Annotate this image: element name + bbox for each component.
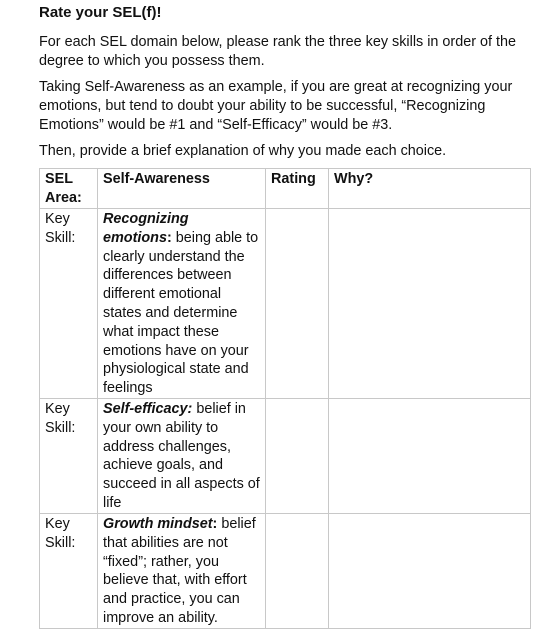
- rating-cell[interactable]: [266, 209, 329, 399]
- header-why: Why?: [329, 169, 531, 209]
- skill-label: Key Skill:: [40, 209, 98, 399]
- header-rating: Rating: [266, 169, 329, 209]
- skill-description: being able to clearly understand the differences between different emotional states and determine what impact these emotions have on your physiological state and feelings: [103, 229, 259, 397]
- skill-description-cell: [98, 209, 266, 399]
- table-row: [40, 209, 531, 399]
- table-header-row: [40, 169, 531, 209]
- skill-term: Recognizing emotions: [103, 211, 189, 246]
- header-domain: Self-Awareness: [98, 169, 266, 209]
- page-title: Rate your SEL(f)!: [39, 4, 162, 21]
- why-cell[interactable]: [329, 398, 531, 513]
- skill-label: Key Skill:: [40, 513, 98, 628]
- table-row: [40, 398, 531, 513]
- skill-description: belief that abilities are not “fixed”; rather, you believe that, with effort and practice, you can improve an ability.: [103, 515, 256, 626]
- rating-cell[interactable]: [266, 513, 329, 628]
- why-cell[interactable]: [329, 513, 531, 628]
- explanation-paragraph: Then, provide a brief explanation of why you made each choice.: [39, 143, 447, 159]
- skill-description-cell: [98, 398, 266, 513]
- header-sel-area: SEL Area:: [40, 169, 98, 209]
- example-paragraph: Taking Self-Awareness as an example, if you are great at recognizing your emotions, but tend to doubt your ability to be successful, “Recognizing Emotions” would be #1 and “Self-Efficacy” would be #3.: [39, 79, 513, 133]
- skill-description: belief in your own ability to address challenges, achieve goals, and succeed in all aspects of life: [103, 400, 260, 511]
- skill-term-colon: :: [212, 515, 218, 532]
- rating-cell[interactable]: [266, 398, 329, 513]
- skill-term: Self-efficacy:: [103, 400, 193, 417]
- instructions-paragraph: For each SEL domain below, please rank the three key skills in order of the degree to which you possess them.: [39, 34, 517, 69]
- skill-description-cell: [98, 513, 266, 628]
- table-row: [40, 513, 531, 628]
- skill-label: Key Skill:: [40, 398, 98, 513]
- why-cell[interactable]: [329, 209, 531, 399]
- skill-term-colon: :: [166, 229, 172, 246]
- skill-term: Growth mindset: [103, 515, 213, 532]
- sel-rating-table: [39, 168, 531, 629]
